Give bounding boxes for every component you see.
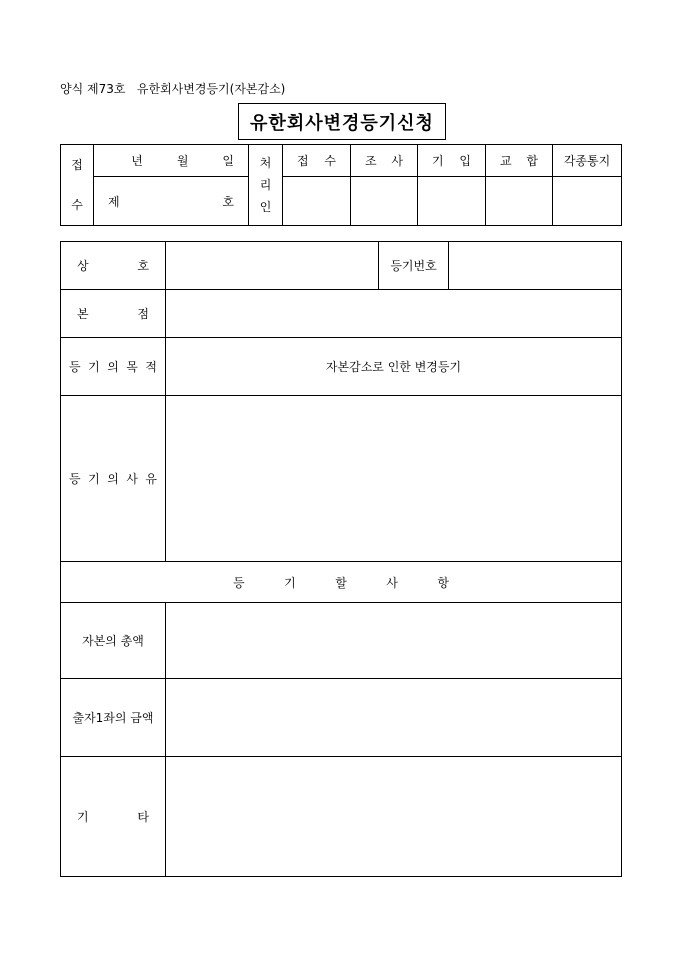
number-suffix: 호	[222, 194, 234, 209]
cause-label: 등 기 의 사 유	[61, 396, 166, 562]
number-prefix: 제	[108, 194, 120, 209]
other-label: 기 타	[61, 757, 166, 877]
reg-number-label: 등기번호	[379, 242, 449, 290]
process-char: 인	[259, 200, 272, 214]
day-char: 일	[222, 154, 234, 169]
registration-items-header: 등 기 할 사 항	[61, 562, 622, 603]
receipt-table	[60, 144, 622, 226]
receipt-char: 수	[71, 198, 83, 212]
trade-name-label: 상 호	[61, 242, 166, 290]
total-capital-label: 자본의 총액	[61, 603, 166, 679]
reg-number-field[interactable]	[449, 242, 622, 290]
head-office-field[interactable]	[166, 290, 622, 338]
trade-name-field[interactable]	[166, 242, 379, 290]
col-header-inspect: 조 사	[351, 145, 418, 177]
process-char: 리	[259, 178, 272, 192]
per-share-amount-field[interactable]	[166, 679, 622, 757]
receipt-stamp-cell[interactable]	[283, 177, 351, 226]
receipt-label-cell	[61, 145, 94, 226]
form-title: 유한회사변경등기신청	[238, 103, 446, 140]
inspect-stamp-cell[interactable]	[351, 177, 418, 226]
receipt-char: 접	[71, 158, 83, 172]
purpose-label: 등 기 의 목 적	[61, 338, 166, 396]
purpose-value: 자본감소로 인한 변경등기	[166, 338, 622, 396]
number-cell[interactable]	[94, 177, 249, 226]
application-table	[60, 241, 622, 877]
year-char: 년	[131, 154, 143, 169]
col-header-receipt: 접 수	[283, 145, 351, 177]
notice-stamp-cell[interactable]	[553, 177, 622, 226]
head-office-label: 본 점	[61, 290, 166, 338]
other-field[interactable]	[166, 757, 622, 877]
col-header-entry: 기 입	[418, 145, 486, 177]
cause-field[interactable]	[166, 396, 622, 562]
col-header-verify: 교 합	[486, 145, 553, 177]
entry-stamp-cell[interactable]	[418, 177, 486, 226]
per-share-amount-label: 출자1좌의 금액	[61, 679, 166, 757]
verify-stamp-cell[interactable]	[486, 177, 553, 226]
form-number-label: 양식 제73호 유한회사변경등기(자본감소)	[60, 82, 286, 96]
total-capital-field[interactable]	[166, 603, 622, 679]
month-char: 월	[176, 154, 189, 169]
col-header-notice: 각종통지	[553, 145, 622, 177]
process-label-cell	[249, 145, 283, 226]
date-cell[interactable]	[94, 145, 249, 177]
process-char: 처	[259, 156, 272, 170]
